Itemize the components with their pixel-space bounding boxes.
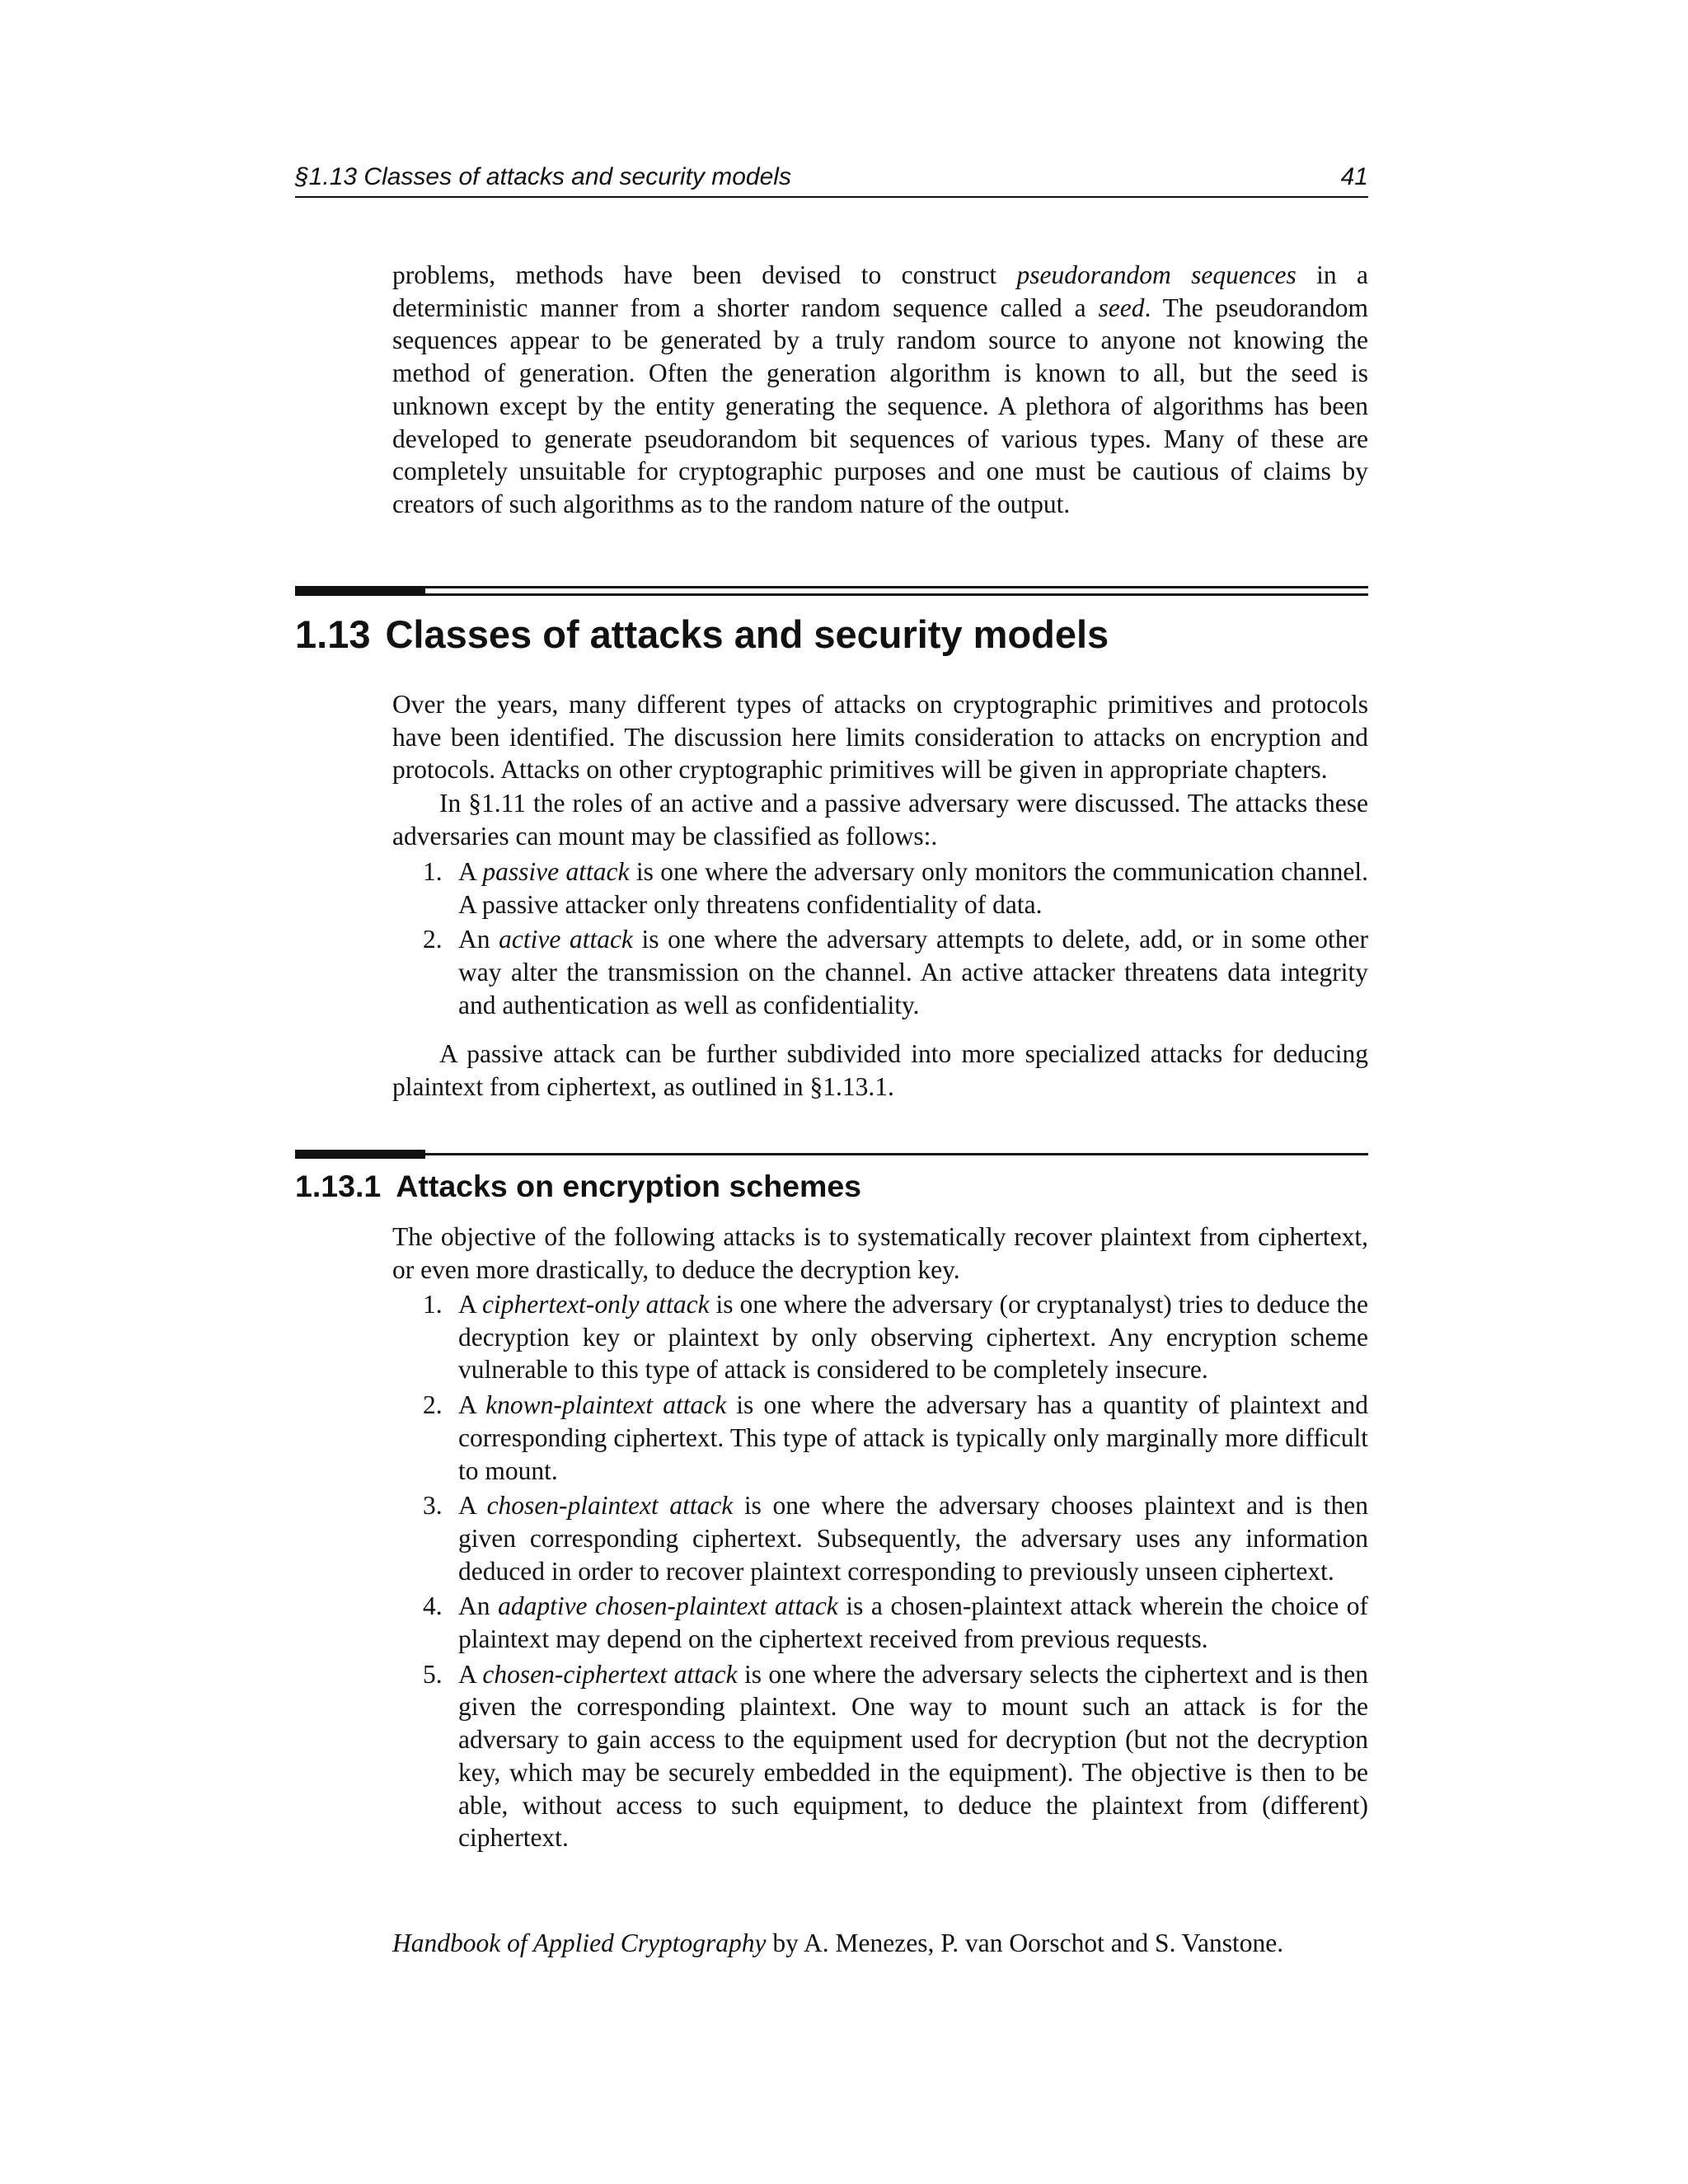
intro-paragraph [392,259,1368,521]
subsection-number: 1.13.1 [295,1169,382,1203]
list-number: 2. [423,925,443,954]
term-chosen-ciphertext-attack: chosen-ciphertext attack [482,1659,738,1689]
list-item [392,1658,1368,1854]
list-number: 4. [423,1591,443,1621]
section-title: Classes of attacks and security models [385,612,1109,656]
list-item-prefix: A [458,1390,486,1420]
list-number: 1. [423,857,443,886]
running-header [295,162,1368,198]
section-heading [295,612,1109,657]
book-authors: by A. Menezes, P. van Oorschot and S. Vanstone. [766,1929,1284,1957]
list-item-text: is one where the adversary has a quantity of plaintext and corresponding ciphertext. This type of attack is typically only marginally more difficult to mount. [458,1390,1369,1485]
term-active-attack: active attack [499,925,633,954]
list-item [392,1389,1368,1487]
term-passive-attack: passive attack [482,857,630,886]
term-known-plaintext-attack: known-plaintext attack [485,1390,727,1420]
list-item-text: is one where the adversary (or cryptanalyst) tries to deduce the decryption key or plaintext by only observing ciphertext. Any encryption scheme vulnerable to this type of attack is considered to be completely insecure. [458,1290,1368,1385]
term-chosen-plaintext-attack: chosen-plaintext attack [486,1491,734,1521]
attack-list [392,1288,1368,1857]
intro-text-b: in a deterministic manner from a shorter random sequence called a [392,260,1368,322]
page-footer [392,1929,1283,1958]
section-rule-bottom [295,593,1368,596]
list-item-prefix: A [458,1290,482,1319]
section-paragraph-3: A passive attack can be further subdivided into more specialized attacks for deducing plaintext from ciphertext, as outlined in §1.13.1. [392,1039,1368,1101]
list-item [392,923,1368,1021]
list-item-prefix: A [458,1659,483,1689]
list-number: 2. [423,1390,443,1420]
list-item [392,1489,1368,1587]
list-item-text: is one where the adversary only monitors the communication channel. A passive attacker only threatens confidentiality of data. [458,857,1368,919]
term-pseudorandom-sequences: pseudorandom sequences [1016,260,1296,289]
subsection-paragraph-1: The objective of the following attacks is to systematically recover plaintext from ciphertext, or even more drastically, to deduce the decryption key. [392,1222,1368,1284]
running-header-title: §1.13 Classes of attacks and security models [295,163,791,190]
adversary-list [392,855,1368,1024]
list-item-prefix: An [458,1591,499,1621]
list-number: 3. [423,1491,443,1521]
list-item-text: is one where the adversary selects the ciphertext and is then given the corresponding plaintext. One way to mount such an attack is for the adversary to gain access to the equipment used for decryption (but not the decryption key, which may be securely embedded in the equipment). The objective is then to be able, without access to such equipment, to deduce the plaintext from (different) ciphertext. [458,1659,1369,1853]
list-item-text: is one where the adversary chooses plaintext and is then given corresponding ciphertext. Subsequently, the adversary uses any information deduced in order to recover plaintext corresponding to previously unseen ciphertext. [458,1491,1368,1586]
list-item-prefix: An [458,925,499,954]
intro-text-c: . The pseudorandom sequences appear to be generated by a truly random source to anyone not knowing the method of generation. Often the generation algorithm is known to all, but the seed is unknown except by the entity generating the sequence. A plethora of algorithms has been developed to generate pseudorandom bit sequences of various types. Many of these are completely unsuitable for cryptographic purposes and one must be cautious of claims by creators of such algorithms as to the random nature of the output. [392,293,1368,518]
list-item-text: is one where the adversary attempts to delete, add, or in some other way alter the transmission on the channel. An active attacker threatens data integrity and authentication as well as confidentiality. [458,925,1368,1019]
section-paragraph-1: Over the years, many different types of attacks on cryptographic primitives and protocols have been identified. The discussion here limits consideration to attacks on encryption and protocols. Attacks on other cryptographic primitives will be given in appropriate chapters. [392,690,1368,785]
list-number: 5. [423,1659,443,1689]
term-seed: seed [1098,293,1145,322]
list-item [392,855,1368,921]
list-item-prefix: A [458,857,483,886]
section-rule-top [295,586,1368,588]
list-item-prefix: A [458,1491,487,1521]
term-adaptive-chosen-plaintext-attack: adaptive chosen-plaintext attack [498,1591,838,1621]
book-title: Handbook of Applied Cryptography [392,1929,767,1957]
term-ciphertext-only-attack: ciphertext-only attack [481,1290,710,1319]
subsection-rule [295,1153,1368,1155]
section-paragraph-2: In §1.11 the roles of an active and a passive adversary were discussed. The attacks these adversaries can mount may be classified as follows:. [392,789,1368,851]
page-number: 41 [1340,163,1368,190]
subsection-title: Attacks on encryption schemes [396,1169,862,1203]
list-item [392,1590,1368,1655]
section-number: 1.13 [295,612,371,656]
list-number: 1. [423,1290,443,1319]
intro-text-a: problems, methods have been devised to construct [392,260,1017,289]
subsection-heading [295,1169,861,1204]
list-item [392,1288,1368,1386]
list-item-text: is a chosen-plaintext attack wherein the choice of plaintext may depend on the ciphertext received from previous requests. [458,1591,1368,1654]
